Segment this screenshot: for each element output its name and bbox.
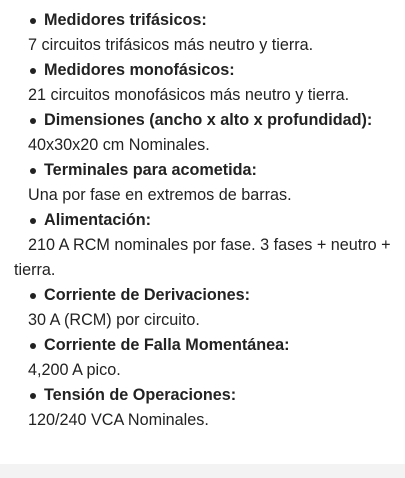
bullet-icon (30, 168, 36, 174)
spec-label-line (14, 8, 399, 33)
spec-value: 120/240 VCA Nominales. (28, 411, 209, 429)
panel-bottom-band (0, 464, 405, 478)
spec-value: 30 A (RCM) por circuito. (28, 311, 200, 329)
bullet-icon (30, 293, 36, 299)
spec-value: 7 circuitos trifásicos más neutro y tierra. (28, 36, 314, 54)
spec-label-line (14, 58, 399, 83)
spec-item-medidores-monofasicos (14, 58, 399, 108)
bullet-icon (30, 118, 36, 124)
spec-value: 210 A RCM nominales por fase. 3 fases + neutro + tierra. (14, 236, 391, 279)
spec-label-line (14, 383, 399, 408)
spec-value: Una por fase en extremos de barras. (28, 186, 292, 204)
spec-label-line (14, 108, 399, 133)
spec-item-corriente-derivaciones (14, 283, 399, 333)
spec-item-medidores-trifasicos (14, 8, 399, 58)
spec-item-dimensiones (14, 108, 399, 158)
bullet-icon (30, 343, 36, 349)
spec-item-corriente-falla (14, 333, 399, 383)
spec-item-tension-operaciones (14, 383, 399, 433)
bullet-icon (30, 218, 36, 224)
spec-value: 40x30x20 cm Nominales. (28, 136, 210, 154)
bullet-icon (30, 18, 36, 24)
spec-label: Corriente de Falla Momentánea: (44, 336, 290, 354)
spec-label: Terminales para acometida: (44, 161, 257, 179)
spec-list (14, 8, 399, 433)
spec-label: Corriente de Derivaciones: (44, 286, 251, 304)
spec-label-line (14, 158, 399, 183)
spec-label: Medidores trifásicos: (44, 11, 207, 29)
spec-label-line (14, 208, 399, 233)
spec-value: 21 circuitos monofásicos más neutro y tierra. (28, 86, 350, 104)
bullet-icon (30, 393, 36, 399)
spec-label: Medidores monofásicos: (44, 61, 235, 79)
bullet-icon (30, 68, 36, 74)
spec-label-line (14, 283, 399, 308)
spec-label: Tensión de Operaciones: (44, 386, 237, 404)
spec-label: Alimentación: (44, 211, 152, 229)
spec-item-terminales (14, 158, 399, 208)
spec-label: Dimensiones (ancho x alto x profundidad): (44, 111, 373, 129)
spec-label-line (14, 333, 399, 358)
spec-value: 4,200 A pico. (28, 361, 121, 379)
spec-item-alimentacion (14, 208, 399, 283)
